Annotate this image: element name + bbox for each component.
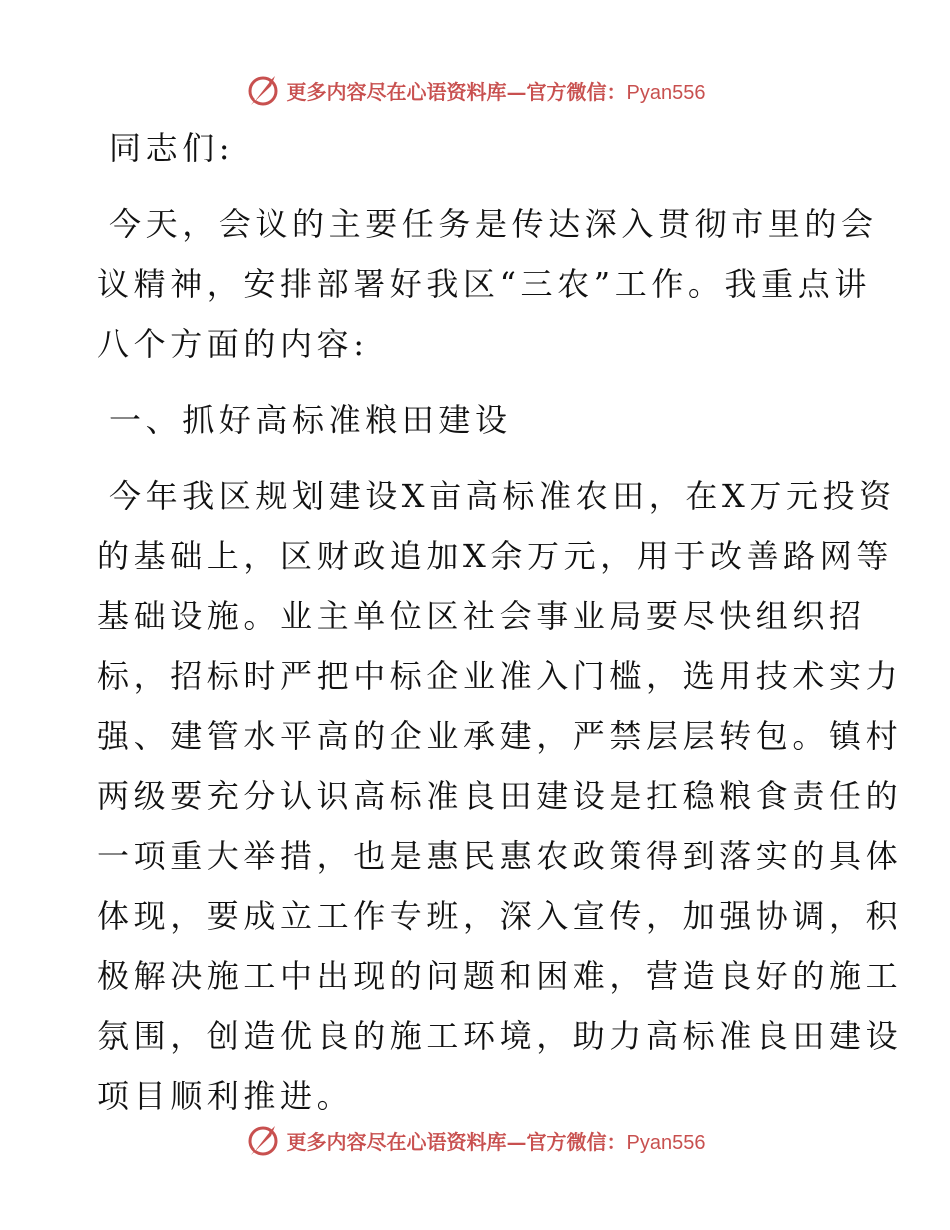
wechat-id: Pyan556 xyxy=(626,81,706,104)
header-banner xyxy=(0,70,950,110)
body-line: 一项重大举措，也是惠民惠农政策得到落实的具体 xyxy=(97,837,903,875)
body-line: 基础设施。业主单位区社会事业局要尽快组织招 xyxy=(97,597,866,635)
body-line: 强、建管水平高的企业承建，严禁层层转包。镇村 xyxy=(97,717,903,755)
feather-pen-logo-icon xyxy=(245,1122,281,1158)
body-line: 今年我区规划建设X亩高标准农田，在X万元投资 xyxy=(109,477,896,515)
feather-pen-logo-icon xyxy=(245,72,281,108)
body-line: 氛围，创造优良的施工环境，助力高标准良田建设 xyxy=(97,1017,903,1055)
intro-line: 议精神，安排部署好我区“三农”工作。我重点讲 xyxy=(97,265,871,303)
intro-line: 今天，会议的主要任务是传达深入贯彻市里的会 xyxy=(109,205,878,243)
section-heading: 一、抓好高标准粮田建设 xyxy=(109,401,512,439)
salutation: 同志们: xyxy=(109,129,235,167)
wechat-id: Pyan556 xyxy=(626,1131,706,1154)
banner-text: 更多内容尽在心语资料库—官方微信：Pyan556 xyxy=(286,1129,706,1154)
intro-line: 八个方面的内容: xyxy=(97,325,369,363)
banner-text: 更多内容尽在心语资料库—官方微信：Pyan556 xyxy=(286,79,706,104)
body-line: 标，招标时严把中标企业准入门槛，选用技术实力 xyxy=(97,657,903,695)
body-line: 项目顺利推进。 xyxy=(97,1077,354,1115)
body-line: 的基础上，区财政追加X余万元，用于改善路网等 xyxy=(97,537,893,575)
body-line: 体现，要成立工作专班，深入宣传，加强协调，积 xyxy=(97,897,903,935)
footer-banner xyxy=(0,1120,950,1160)
document-body xyxy=(97,118,903,1126)
body-line: 两级要充分认识高标准良田建设是扛稳粮食责任的 xyxy=(97,777,903,815)
body-line: 极解决施工中出现的问题和困难，营造良好的施工 xyxy=(97,957,903,995)
